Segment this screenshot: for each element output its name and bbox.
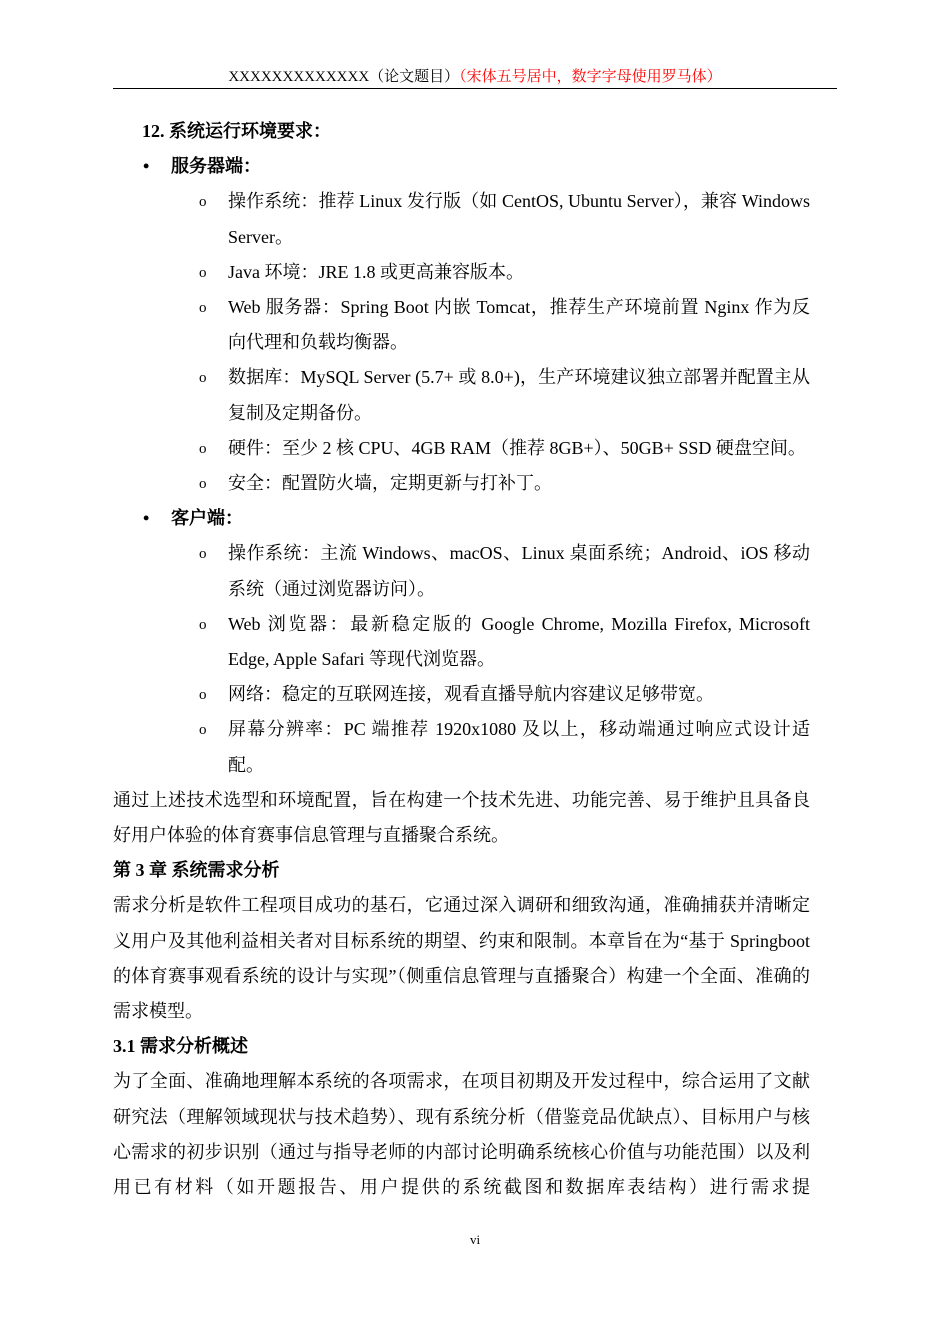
list-item-text: Web 服务器：Spring Boot 内嵌 Tomcat，推荐生产环境前置 Nginx 作为反向代理和负载均衡器。 xyxy=(228,297,810,353)
list-item-text: 操作系统：主流 Windows、macOS、Linux 桌面系统；Android、iOS 移动系统（通过浏览器访问）。 xyxy=(228,543,810,599)
sub-bullet-icon: o xyxy=(199,194,207,211)
list-item-text: 屏幕分辨率：PC 端推荐 1920x1080 及以上，移动端通过响应式设计适配。 xyxy=(228,719,810,775)
list-item xyxy=(113,431,810,466)
sub-bullet-icon: o xyxy=(199,264,207,281)
page-header xyxy=(113,66,837,88)
page-number: vi xyxy=(469,1232,481,1247)
list-item xyxy=(113,677,810,712)
bullet-icon: • xyxy=(143,508,150,529)
list-item-text: Java 环境：JRE 1.8 或更高兼容版本。 xyxy=(228,261,524,282)
sub-bullet-icon: o xyxy=(199,300,207,317)
list-item-text: 数据库：MySQL Server (5.7+ 或 8.0+)，生产环境建议独立部署并配置主从复制及定期备份。 xyxy=(228,367,810,423)
header-format-note: （宋体五号居中，数字字母使用罗马体） xyxy=(459,69,722,85)
sub-bullet-icon: o xyxy=(199,476,207,493)
list-item xyxy=(113,360,810,430)
sub-bullet-icon: o xyxy=(199,440,207,457)
list-item xyxy=(113,712,810,782)
header-title: XXXXXXXXXXXXX（论文题目） xyxy=(228,69,460,85)
sub-bullet-icon: o xyxy=(199,546,207,563)
list-item-text: 操作系统：推荐 Linux 发行版（如 CentOS, Ubuntu Server），兼容 Windows Server。 xyxy=(228,191,810,247)
list-item xyxy=(113,184,810,254)
sub-bullet-icon: o xyxy=(199,687,207,704)
list-item xyxy=(113,607,810,677)
server-bullet xyxy=(113,149,810,184)
list-item xyxy=(113,536,810,606)
document-body xyxy=(113,114,810,1205)
summary-paragraph: 通过上述技术选型和环境配置，旨在构建一个技术先进、功能完善、易于维护且具备良好用户体验的体育赛事信息管理与直播聚合系统。 xyxy=(113,789,810,846)
client-label: 客户端： xyxy=(171,508,243,529)
server-label: 服务器端： xyxy=(171,156,261,177)
list-item-text: 网络：稳定的互联网连接，观看直播导航内容建议足够带宽。 xyxy=(228,684,714,705)
sub-bullet-icon: o xyxy=(199,616,207,633)
list-item xyxy=(113,290,810,360)
bullet-icon: • xyxy=(143,156,150,177)
chapter-3-title: 第 3 章 系统需求分析 xyxy=(113,860,280,881)
header-rule xyxy=(113,88,837,89)
list-item-text: 硬件：至少 2 核 CPU、4GB RAM（推荐 8GB+）、50GB+ SSD 硬盘空间。 xyxy=(228,437,806,458)
sub-bullet-icon: o xyxy=(199,370,207,387)
list-item xyxy=(113,255,810,290)
list-item-text: 安全：配置防火墙，定期更新与打补丁。 xyxy=(228,473,552,494)
list-item-text: Web 浏览器：最新稳定版的 Google Chrome, Mozilla Firefox, Microsoft Edge, Apple Safari 等现代浏览器。 xyxy=(228,613,810,670)
section-3-1-title: 3.1 需求分析概述 xyxy=(113,1036,248,1057)
list-item xyxy=(113,466,810,501)
chapter-3-intro-paragraph: 需求分析是软件工程项目成功的基石，它通过深入调研和细致沟通，准确捕获并清晰定义用户及其他利益相关者对目标系统的期望、约束和限制。本章旨在为“基于 Springboot 的体育赛事观看系统的设计与实现”（侧重信息管理与直播聚合）构建一个全面、准确的需求模型。 xyxy=(113,895,810,1022)
section-12-title: 12. 系统运行环境要求： xyxy=(142,121,331,141)
section-3-1-paragraph: 为了全面、准确地理解本系统的各项需求，在项目初期及开发过程中，综合运用了文献研究法（理解领域现状与技术趋势）、现有系统分析（借鉴竞品优缺点）、目标用户与核心需求的初步识别（通过与指导老师的内部讨论明确系统核心价值与功能范围）以及利用已有材料（如开题报告、用户提供的系统截图和数据库表结构）进行需求提 xyxy=(113,1071,810,1198)
sub-bullet-icon: o xyxy=(199,722,207,739)
client-bullet xyxy=(113,501,810,536)
